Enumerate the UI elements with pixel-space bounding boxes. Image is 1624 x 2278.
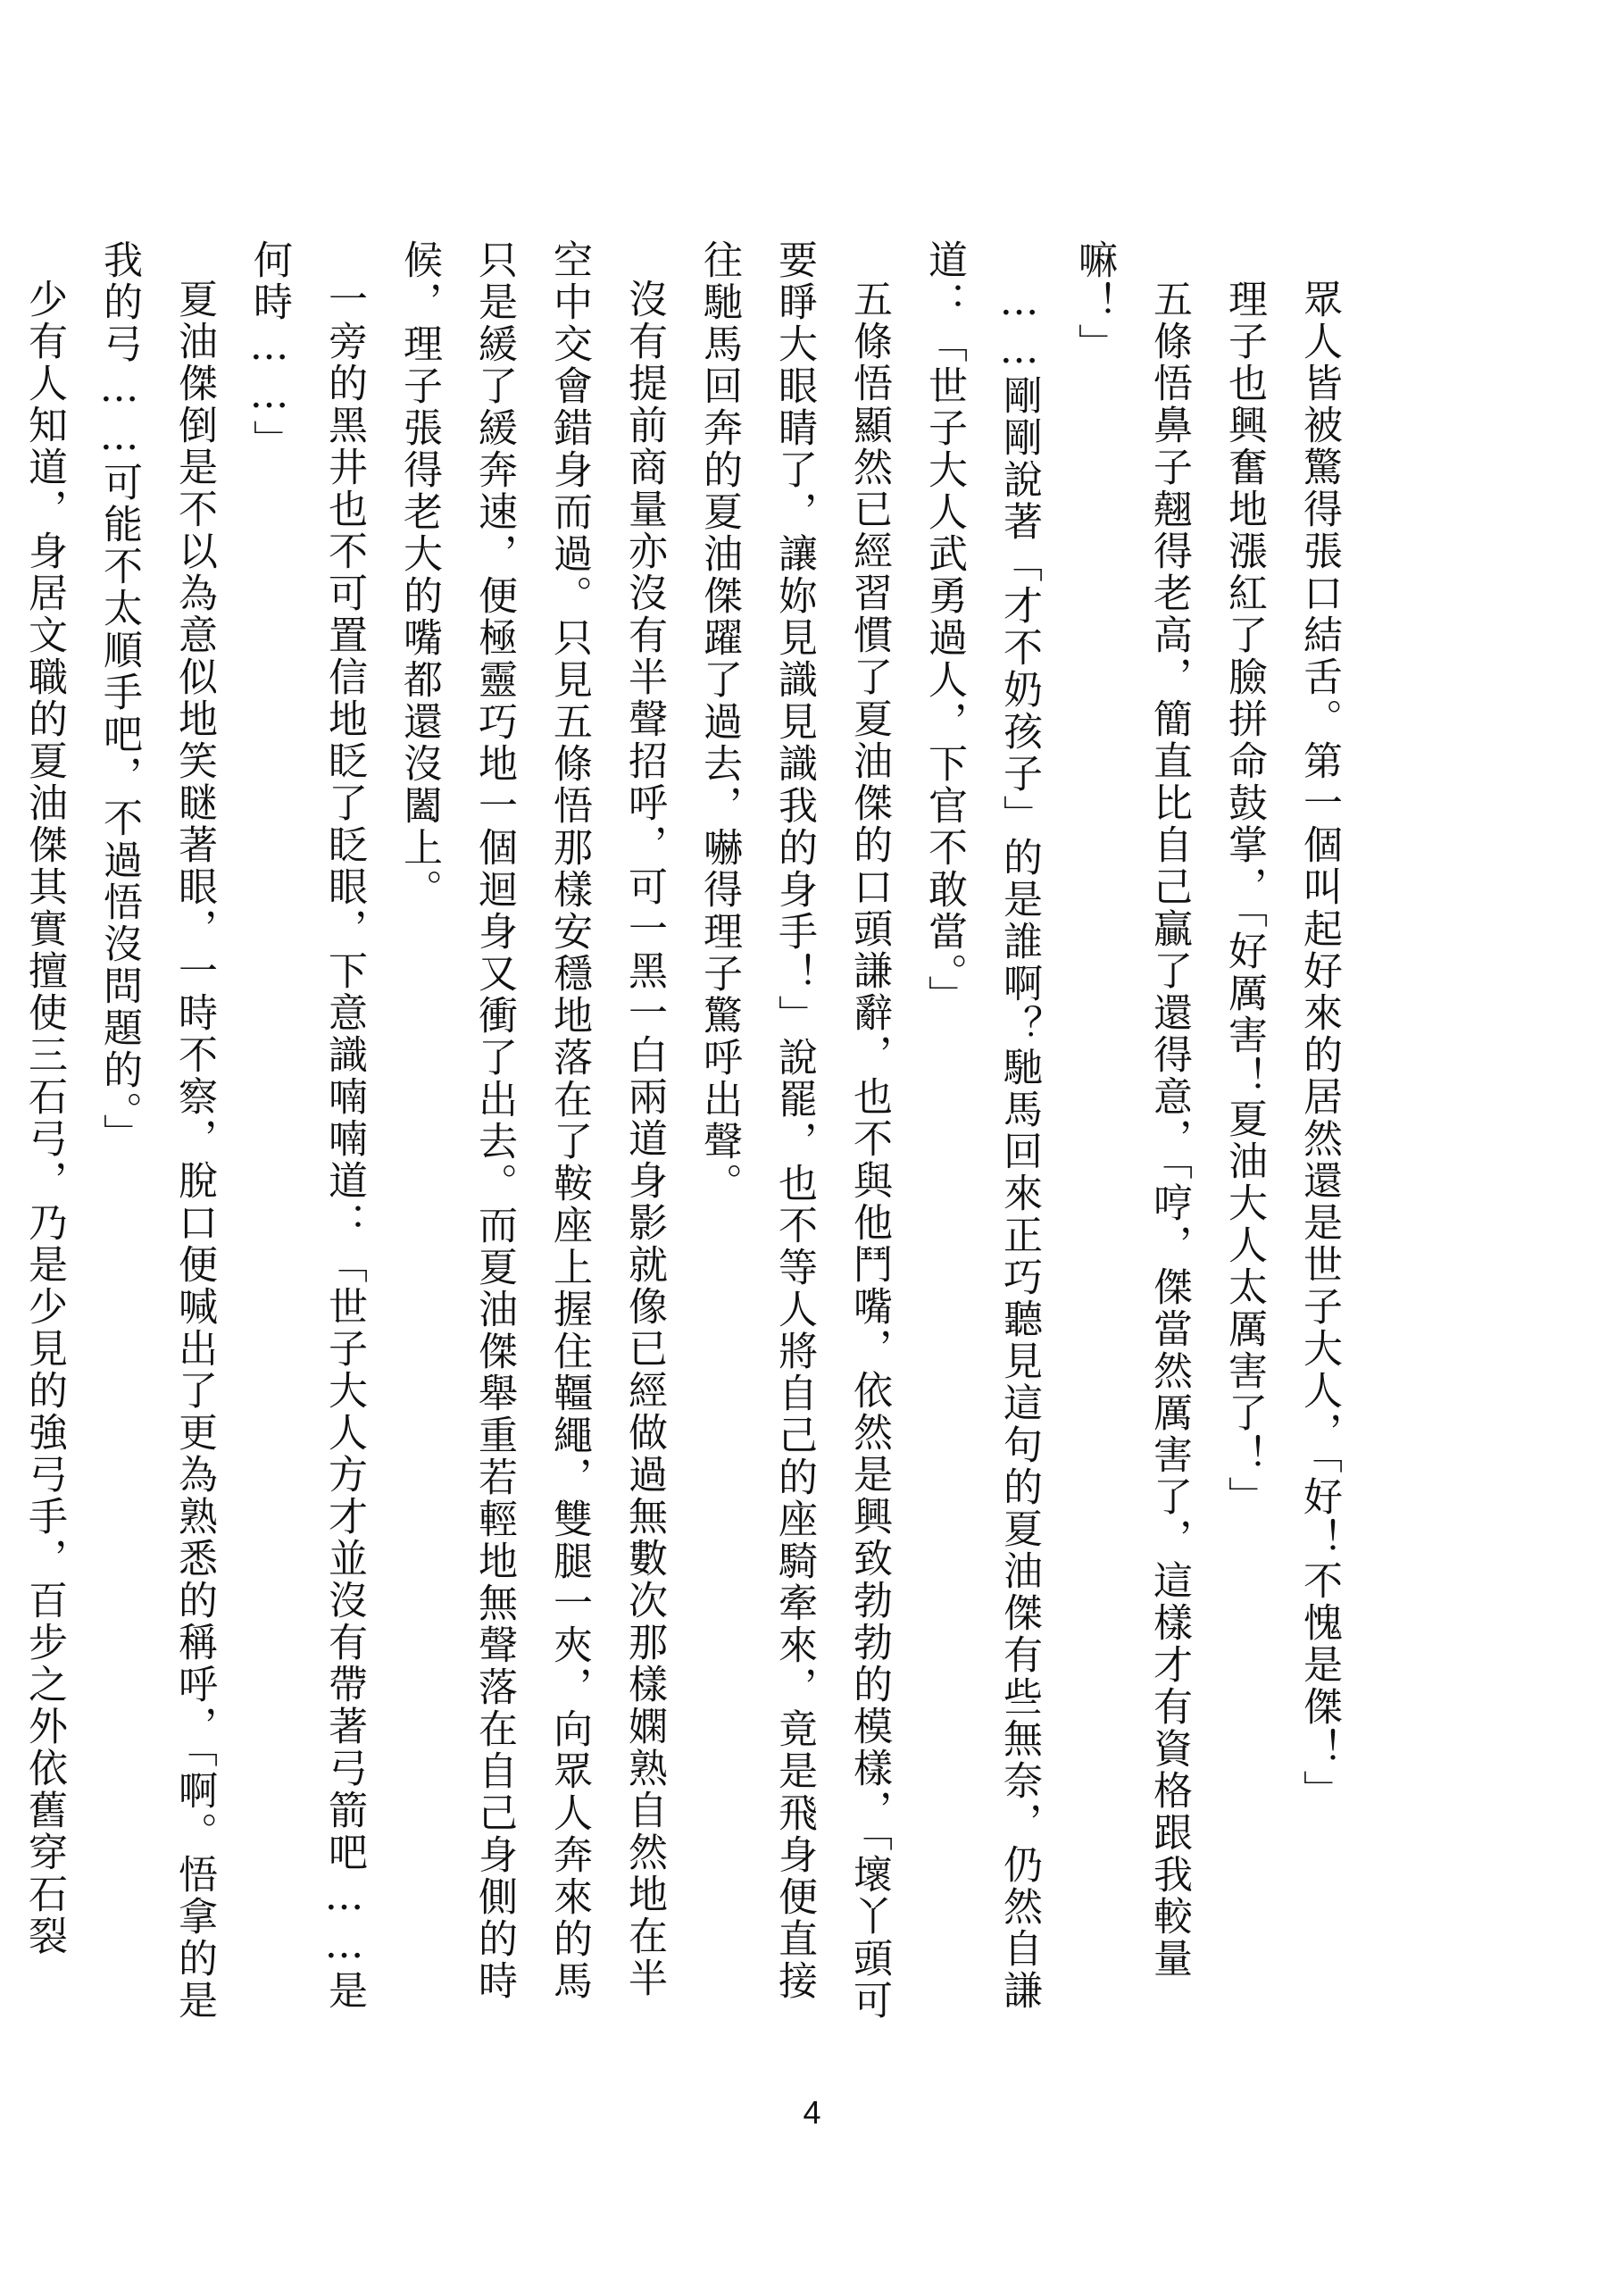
paragraph: 一旁的黑井也不可置信地眨了眨眼，下意識喃喃道：「世子大人方才並沒有帶著弓箭吧……是何時……」 bbox=[246, 239, 367, 2012]
paragraph: 少有人知道，身居文職的夏油傑其實擅使三石弓，乃是少見的強弓手，百步之外依舊穿石裂 bbox=[21, 279, 67, 1957]
paragraph: 五條悟鼻子翹得老高，簡直比自己贏了還得意，「哼，傑當然厲害了，這樣才有資格跟我較量嘛！」 bbox=[1071, 239, 1192, 1980]
page-number: 4 bbox=[803, 2094, 821, 2131]
paragraph: 沒有提前商量亦沒有半聲招呼，可一黑一白兩道身影就像已經做過無數次那樣嫻熟自然地在半空中交會錯身而過。只見五條悟那樣安穩地落在了鞍座上握住韁繩，雙腿一夾，向眾人奔來的馬只是緩了緩奔速，便極靈巧地一個迴身又衝了出去。而夏油傑舉重若輕地無聲落在自己身側的時候，理子張得老大的嘴都還沒闔上。 bbox=[396, 239, 667, 2002]
paragraph: 夏油傑倒是不以為意似地笑瞇著眼，一時不察，脫口便喊出了更為熟悉的稱呼，「啊。悟拿的是我的弓……可能不太順手吧，不過悟沒問題的。」 bbox=[96, 239, 217, 2022]
paragraph: 五條悟顯然已經習慣了夏油傑的口頭謙辭，也不與他鬥嘴，依然是興致勃勃的模樣，「壞丫頭可要睜大眼睛了，讓妳見識見識我的身手！」說罷，也不等人將自己的座騎牽來，竟是飛身便直接往馳馬回奔的夏油傑躍了過去，嚇得理子驚呼出聲。 bbox=[696, 239, 892, 2022]
paragraph: 眾人皆被驚得張口結舌。第一個叫起好來的居然還是世子大人，「好！不愧是傑！」 bbox=[1296, 279, 1342, 1812]
paragraph: ……剛剛說著「才不奶孩子」的是誰啊？馳馬回來正巧聽見這句的夏油傑有些無奈，仍然自謙道：「世子大人武勇過人，下官不敢當。」 bbox=[921, 239, 1042, 2012]
vertical-text-body bbox=[0, 239, 1356, 2025]
paragraph: 理子也興奮地漲紅了臉拼命鼓掌，「好厲害！夏油大人太厲害了！」 bbox=[1221, 279, 1267, 1518]
